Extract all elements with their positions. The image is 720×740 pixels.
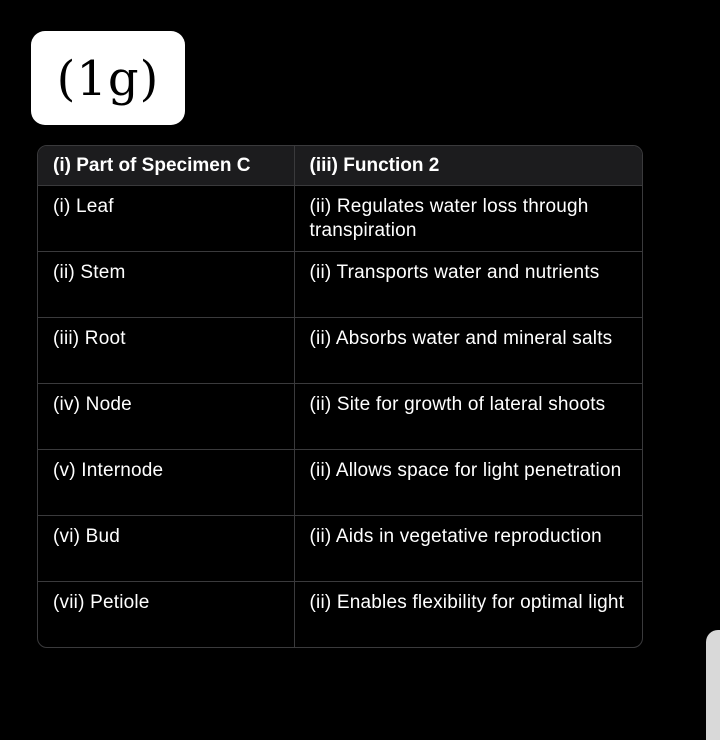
specimen-function-table <box>37 145 643 648</box>
table-row <box>38 185 642 251</box>
cell-part: (vi) Bud <box>38 515 294 581</box>
table-row <box>38 317 642 383</box>
header-function: (iii) Function 2 <box>294 146 642 185</box>
table-row <box>38 251 642 317</box>
cell-function: (ii) Aids in vegetative reproduction <box>294 515 642 581</box>
table-row <box>38 515 642 581</box>
cell-function: (ii) Absorbs water and mineral salts <box>294 317 642 383</box>
cell-part: (v) Internode <box>38 449 294 515</box>
cell-part: (vii) Petiole <box>53 591 150 613</box>
cell-function: (ii) Site for growth of lateral shoots <box>294 383 642 449</box>
table-row <box>38 581 642 647</box>
cell-function: (ii) Regulates water loss through transpiration <box>294 185 642 251</box>
cell-function: (ii) Enables flexibility for optimal light <box>294 581 642 647</box>
cell-part: (i) Leaf <box>38 185 294 251</box>
question-label-box <box>31 31 185 125</box>
cell-part: (iv) Node <box>38 383 294 449</box>
cell-function: (ii) Allows space for light penetration <box>294 449 642 515</box>
edge-overlay <box>706 630 720 740</box>
table-header-row <box>38 146 642 185</box>
header-part: (i) Part of Specimen C <box>38 146 294 185</box>
cell-function: (ii) Transports water and nutrients <box>294 251 642 317</box>
table-row <box>38 449 642 515</box>
question-label: (1g) <box>56 51 160 107</box>
cell-part: (ii) Stem <box>38 251 294 317</box>
cell-part: (iii) Root <box>38 317 294 383</box>
table-row <box>38 383 642 449</box>
